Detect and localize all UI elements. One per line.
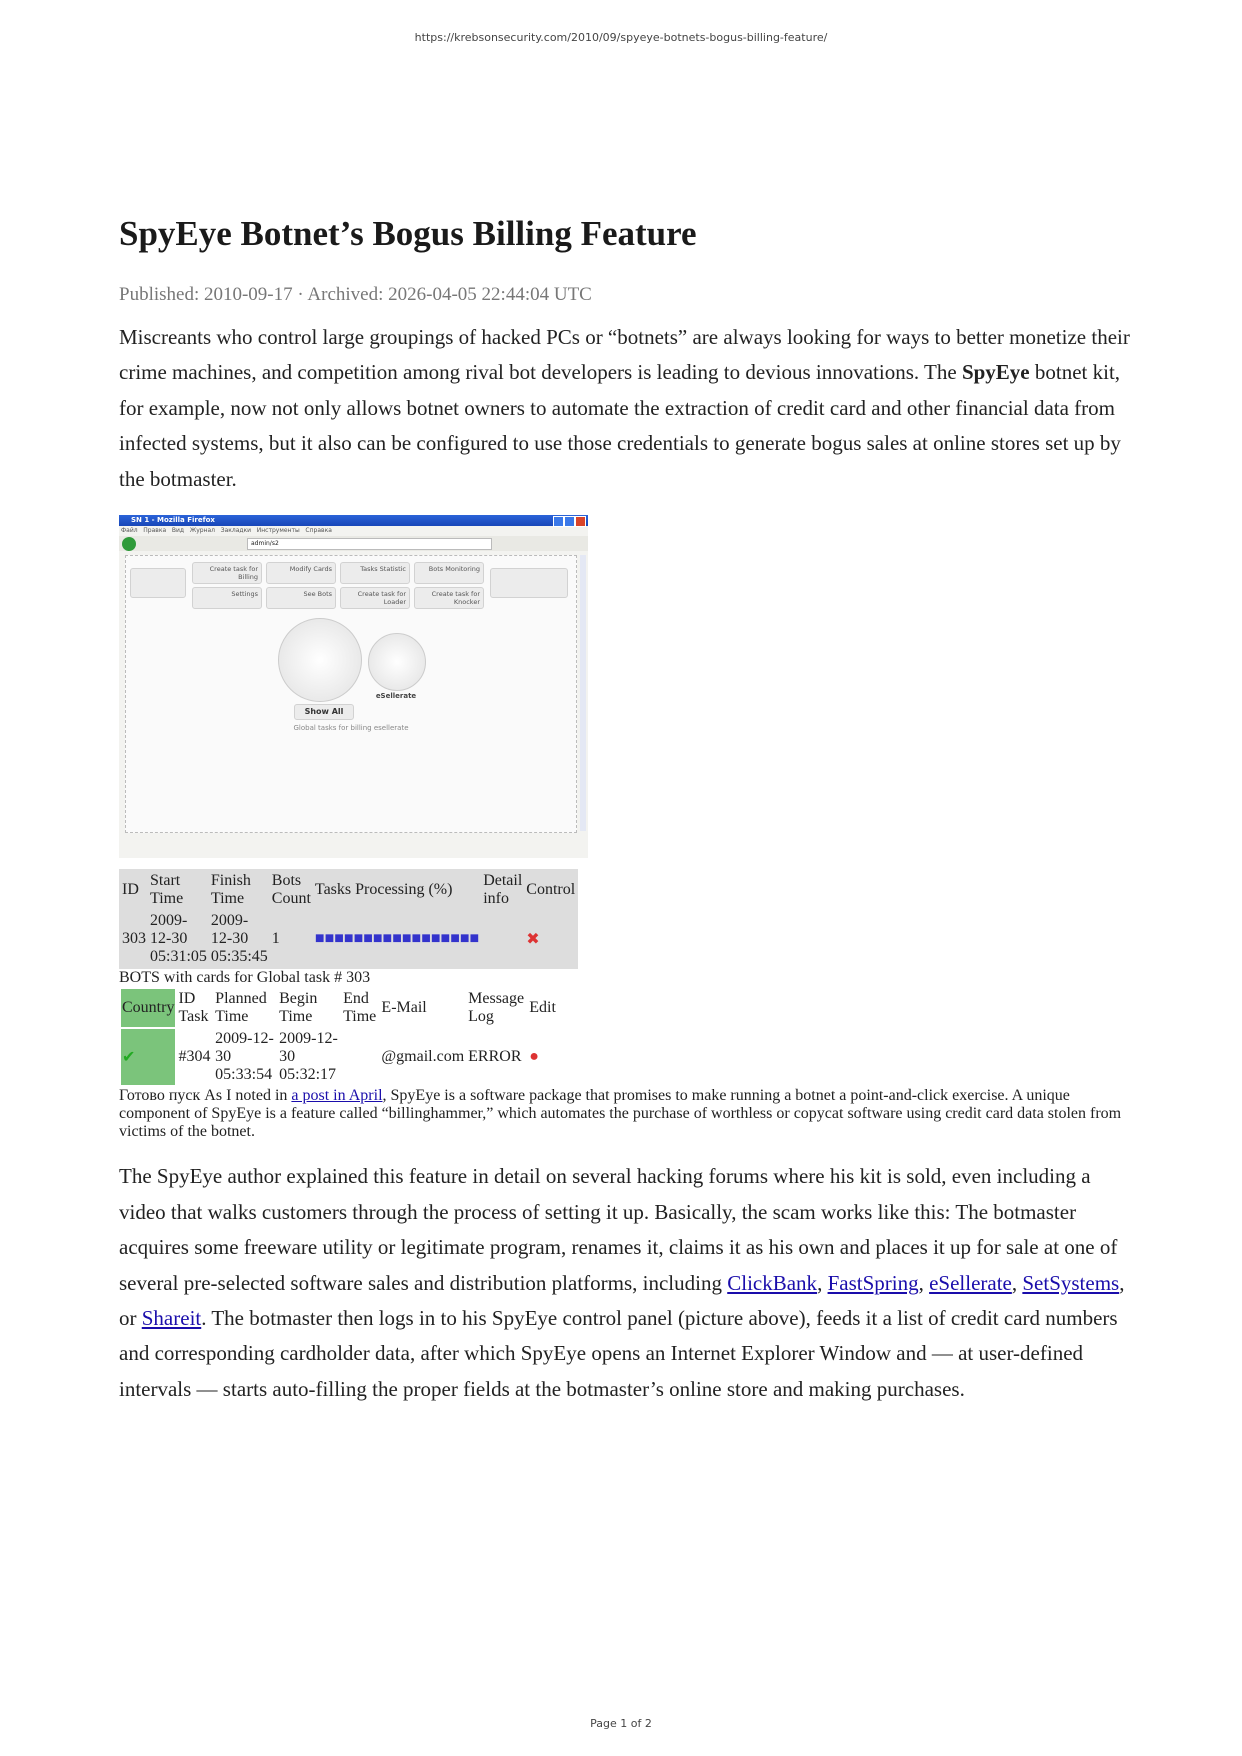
maximize-icon	[564, 516, 575, 527]
bold-text: SpyEye	[961, 360, 1030, 385]
esellerate-circle	[368, 633, 426, 691]
text: The SpyEye author explained this feature in detail on several hacking forums where his kit is sold, even including a video that walks customers through the process of setting it up. Basically, the scam works like this: The botmaster acquires some freeware utility or legitimate program, renames it, claims it as his own and places it up for sale at one of several pre-selected software sales and distribution platforms, including	[119, 1164, 1118, 1295]
panel-button: Settings	[192, 587, 262, 609]
address-bar: admin/s2	[247, 538, 492, 550]
window-titlebar: SN 1 - Mozilla Firefox	[119, 515, 588, 526]
panel-button: Create task for Knocker	[414, 587, 484, 609]
panel-button: Create task for Loader	[340, 587, 410, 609]
panel-button: See Bots	[266, 587, 336, 609]
page-title: SpyEye Botnet’s Bogus Billing Feature	[119, 214, 697, 253]
panel-button: Modify Cards	[266, 562, 336, 584]
text: , or	[119, 1270, 1125, 1331]
start-button: пуск	[168, 1087, 201, 1105]
publish-meta: Published: 2010-09-17 · Archived: 2026-04-05 22:44:04 UTC	[119, 284, 592, 305]
status-bar: Готово	[119, 1087, 165, 1105]
text: ,	[817, 1270, 828, 1295]
link-esellerate[interactable]: eSellerate	[929, 1270, 1012, 1295]
text: ,	[918, 1270, 930, 1295]
link-clickbank[interactable]: ClickBank	[727, 1270, 818, 1295]
paragraph-1	[119, 320, 1131, 497]
text: , SpyEye is a software package that promises to make running a botnet a point-and-click exercise. A unique component of SpyEye is a feature called “billinghammer,” which automates the purchase of worthless or copycat software using credit card data stolen from victims of the botnet.	[119, 1087, 1122, 1141]
show-all-button: Show All	[294, 704, 354, 720]
spyeye-control-panel-screenshot	[119, 515, 588, 858]
info-widget	[490, 568, 568, 598]
minimize-icon	[553, 516, 564, 527]
link-fastspring[interactable]: FastSpring	[827, 1270, 919, 1295]
link-post-in-april[interactable]: a post in April	[291, 1087, 383, 1105]
scrollbar	[580, 555, 586, 831]
text: As I noted in	[204, 1087, 292, 1105]
panel-button: Tasks Statistic	[340, 562, 410, 584]
panel	[125, 555, 577, 833]
paragraph-3	[119, 1159, 1131, 1407]
source-url: https://krebsonsecurity.com/2010/09/spyeye-botnets-bogus-billing-feature/	[414, 31, 828, 44]
link-setsystems[interactable]: SetSystems	[1022, 1270, 1120, 1295]
clock-widget	[130, 568, 186, 598]
billing-systems-circle	[278, 618, 362, 702]
bots-with-cards-label: BOTS with cards for Global task # 303	[119, 969, 371, 987]
paragraph-2	[119, 515, 1131, 869]
bots-table: Country ID Task Planned Time Begin Time End Time E-Mail Message Log Edit ✔ #304 2009-12-30 05:33:54 2009-12-30 05:32:17 @gmail.com ERROR ●	[119, 987, 559, 1087]
page-number: Page 1 of 2	[590, 1717, 652, 1730]
close-icon	[575, 516, 586, 527]
article	[119, 212, 1131, 1407]
text: Miscreants who control large groupings of hacked PCs or “botnets” are always looking for ways to better monetize their crime machines, and competition among rival bot developers is leading to devious innovations. The	[119, 325, 1130, 385]
global-tasks-label: Global tasks for billing esellerate	[293, 724, 409, 733]
back-icon	[122, 537, 136, 551]
tasks-table: ID Start Time Finish Time Bots Count Tasks Processing (%) Detail info Control 303 2009-12-30 05:31:05 2009-12-30 05:35:45 1 ■■■■■■■■■■■■■■■■■ ✖	[119, 869, 578, 969]
link-shareit[interactable]: Shareit	[141, 1306, 202, 1331]
panel-button: Bots Monitoring	[414, 562, 484, 584]
text: . The botmaster then logs in to his SpyEye control panel (picture above), feeds it a list of credit card numbers and corresponding cardholder data, after which SpyEye opens an Internet Explorer Window and — at user-defined intervals — starts auto-filling the proper fields at the botmaster’s online store and making purchases.	[119, 1306, 1118, 1401]
text: botnet kit, for example, now not only allows botnet owners to automate the extraction of credit card and other financial data from infected systems, but it also can be configured to use those credentials to generate bogus sales at online stores set up by the botmaster.	[119, 360, 1121, 491]
menu-bar: Файл Правка Вид Журнал Закладки Инструменты Справка	[121, 527, 332, 535]
esellerate-label: eSellerate	[375, 692, 417, 701]
panel-button: Create task for Billing	[192, 562, 262, 584]
text: ,	[1011, 1270, 1023, 1295]
